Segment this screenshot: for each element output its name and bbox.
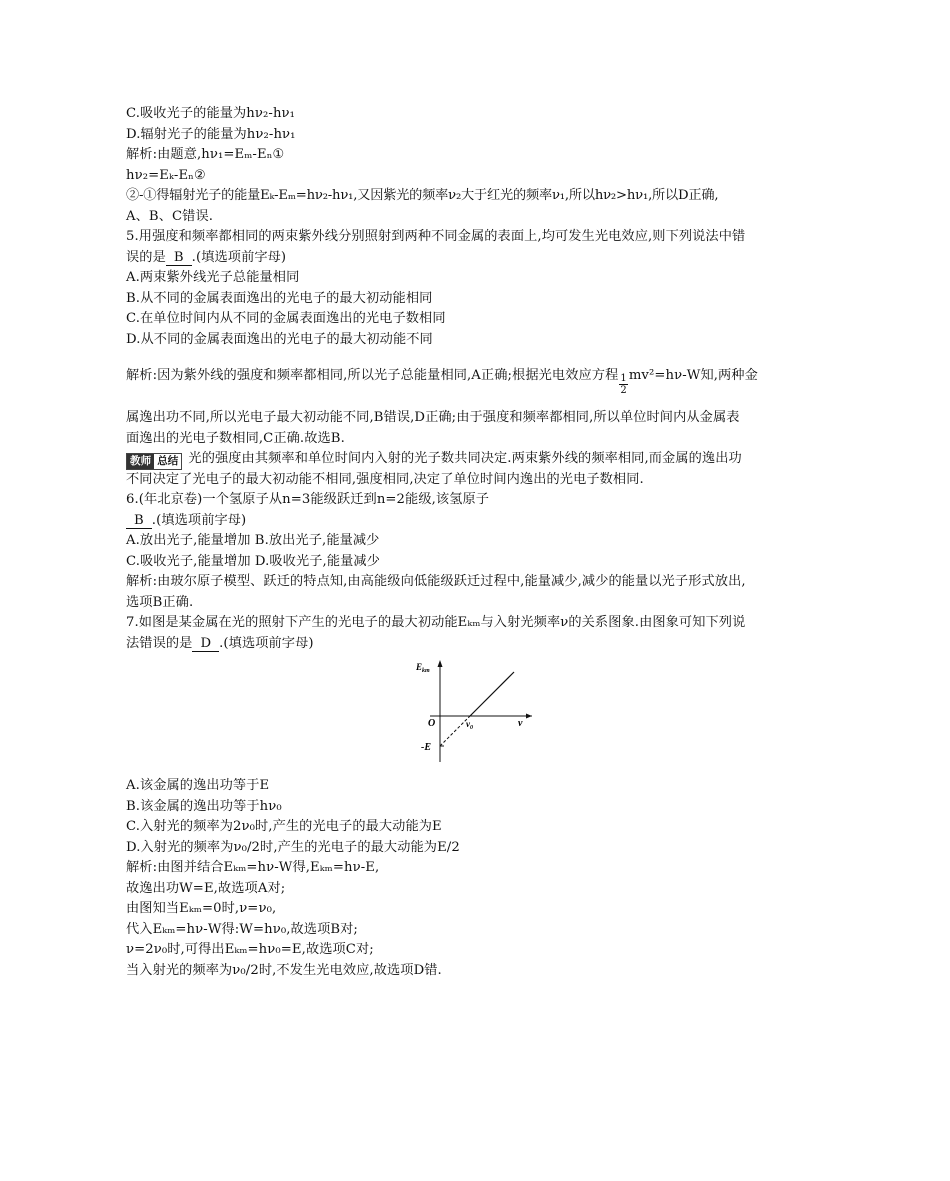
teacher-summary-line-1 bbox=[126, 449, 826, 470]
q5-solution-equation: mv²=hν-W知,两种金 bbox=[628, 368, 758, 383]
q7-solution-line-2: 故逸出功W=E,故选项A对; bbox=[126, 880, 286, 896]
q7-stem-line-2 bbox=[126, 634, 826, 655]
q6-options-cd: C.吸收光子,能量增加 D.吸收光子,能量减少 bbox=[126, 553, 380, 569]
q7-solution-line-3: 由图知当Eₖₘ=0时,ν=ν₀, bbox=[126, 901, 277, 916]
badge-summary-label: 总结 bbox=[154, 454, 181, 469]
teacher-summary-badge bbox=[126, 453, 182, 470]
q6-stem-tail: .(填选项前字母) bbox=[151, 512, 247, 528]
q5-option-d: D.从不同的金属表面逸出的光电子的最大初动能不同 bbox=[126, 331, 433, 347]
q6-solution-line-2: 选项B正确. bbox=[126, 594, 194, 610]
q7-option-d: D.入射光的频率为ν₀/2时,产生的光电子的最大动能为E/2 bbox=[126, 839, 460, 855]
q7-solution-line-4: 代入Eₖₘ=hν-W得:W=hν₀,故选项B对; bbox=[126, 921, 358, 937]
q5-option-a: A.两束紫外线光子总能量相同 bbox=[126, 270, 300, 285]
teacher-summary-line-2: 不同决定了光电子的最大初动能不相同,强度相同,决定了单位时间内逸出的光电子数相同. bbox=[126, 471, 644, 487]
document-page bbox=[126, 104, 826, 981]
q5-option-b: B.从不同的金属表面逸出的光电子的最大初动能相同 bbox=[126, 290, 433, 306]
q5-option-c: C.在单位时间内从不同的金属表面逸出的光电子数相同 bbox=[126, 311, 446, 326]
q4-option-c: C.吸收光子的能量为hν₂-hν₁ bbox=[126, 106, 296, 121]
x-intercept-sub: 0 bbox=[470, 725, 473, 731]
q5-answer-blank: B bbox=[166, 250, 192, 266]
q5-solution-text: 解析:因为紫外线的强度和频率都相同,所以光子总能量相同,A正确;根据光电效应方程 bbox=[126, 368, 619, 383]
fraction-numerator: 1 bbox=[620, 373, 627, 384]
origin-label: O bbox=[428, 718, 436, 729]
q6-options-ab: A.放出光子,能量增加 B.放出光子,能量减少 bbox=[126, 533, 380, 548]
q7-solution-line-1: 解析:由图并结合Eₖₘ=hν-W得,Eₖₘ=hν-E, bbox=[126, 860, 380, 875]
q5-stem-line-1: 5.用强度和频率都相同的两束紫外线分别照射到两种不同金属的表面上,均可发生光电效应,则下列说法中错 bbox=[126, 229, 746, 244]
fraction-denominator: 2 bbox=[620, 385, 627, 396]
q5-stem-tail: .(填选项前字母) bbox=[191, 249, 287, 265]
q7-option-a: A.该金属的逸出功等于E bbox=[126, 778, 270, 793]
q5-stem-text: 误的是 bbox=[126, 249, 166, 265]
q7-option-b: B.该金属的逸出功等于hν₀ bbox=[126, 798, 282, 814]
q7-stem-text: 法错误的是 bbox=[126, 635, 193, 651]
q5-solution-line-3: 面逸出的光电子数相同,C正确.故选B. bbox=[126, 430, 345, 446]
q4-option-d: D.辐射光子的能量为hν₂-hν₁ bbox=[126, 126, 296, 142]
q6-stem-line-2 bbox=[126, 511, 826, 532]
q7-option-c: C.入射光的频率为2ν₀时,产生的光电子的最大动能为E bbox=[126, 819, 442, 834]
one-half-fraction bbox=[619, 373, 627, 396]
y-axis-label: $E_{km}$ bbox=[416, 662, 430, 674]
q4-solution-line-4: A、B、C错误. bbox=[126, 208, 214, 224]
y-axis-label-sub: km bbox=[422, 668, 430, 674]
q7-stem-line-1: 7.如图是某金属在光的照射下产生的光电子的最大初动能Eₖₘ与入射光频率ν的关系图象.由图象可知下列说 bbox=[126, 615, 746, 630]
q7-solution-line-5: ν=2ν₀时,可得出Eₖₘ=hν₀=E,故选项C对; bbox=[126, 942, 374, 957]
ekm-vs-frequency-graph bbox=[126, 658, 826, 770]
x-axis-arrow bbox=[526, 714, 532, 719]
q6-solution-line-1: 解析:由玻尔原子模型、跃迁的特点知,由高能级向低能级跃迁过程中,能量减少,减少的能量以光子形式放出, bbox=[126, 574, 746, 589]
q7-answer-blank: D bbox=[192, 636, 219, 652]
x-intercept-label: $\nu_0$ bbox=[466, 719, 473, 731]
q4-solution-line-3: ②-①得辐射光子的能量Eₖ-Eₘ=hν₂-hν₁,又因紫光的频率ν₂大于红光的频率ν₁,所以hν₂>hν₁,所以D正确, bbox=[126, 188, 719, 203]
q4-solution-line-2: hν₂=Eₖ-Eₙ② bbox=[126, 167, 206, 183]
q5-solution-line-2: 属逸出功不同,所以光电子最大初动能不同,B错误,D正确;由于强度和频率都相同,所以单位时间内从金属表 bbox=[126, 410, 740, 425]
graph-svg bbox=[416, 658, 536, 766]
q6-stem-line-1: 6.(年北京卷)一个氢原子从n=3能级跃迁到n=2能级,该氢原子 bbox=[126, 492, 490, 507]
q7-solution-line-6: 当入射光的频率为ν₀/2时,不发生光电效应,故选项D错. bbox=[126, 962, 442, 978]
ekm-line-solid bbox=[470, 672, 514, 716]
summary-text-1: 光的强度由其频率和单位时间内入射的光子数共同决定.两束紫外线的频率相同,而金属的逸出功 bbox=[188, 451, 742, 466]
q5-stem-line-2 bbox=[126, 248, 826, 269]
badge-teacher-label: 教师 bbox=[127, 454, 154, 469]
y-intercept-label: -E bbox=[421, 742, 431, 753]
y-axis-arrow bbox=[438, 660, 443, 667]
q6-answer-blank: B bbox=[126, 513, 152, 529]
x-axis-label: ν bbox=[518, 718, 523, 729]
q4-solution-line-1: 解析:由题意,hν₁=Eₘ-Eₙ① bbox=[126, 147, 285, 162]
q7-stem-tail: .(填选项前字母) bbox=[219, 635, 314, 651]
q5-solution-line-1 bbox=[126, 366, 826, 398]
